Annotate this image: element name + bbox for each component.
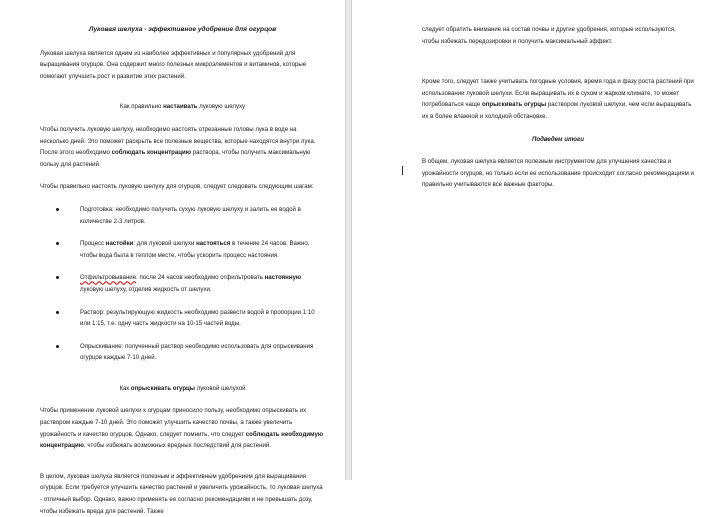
page-gap — [345, 0, 352, 480]
paragraph-summary-left: В целом, луковая шелуха является полезным и эффективным удобрением для выращивания огурцов. Если требуется улучшить качество растений и увеличить урожайность, то луковая шелуха - отличный выбор. Однако, важно применять ее согласно рекомендациям и не превышать дозу, чтобы избежать вреда для растений. Также — [40, 472, 323, 515]
steps-list — [40, 204, 325, 364]
section-heading-spray: Как опрыскивать огурцы луковой шелухой — [119, 384, 246, 392]
paragraph-continued: следует обратить внимание на состав почвы и другие удобрения, которые используются, чтобы избежать передозировки и получить максимальный эффект. — [422, 26, 676, 45]
bullet-icon — [56, 208, 59, 211]
intro-paragraph: Луковая шелуха является одним из наиболее эффективных и популярных удобрений для выращивания огурцов. Она содержит много полезных микроэлементов и витаминов, которые помогают улучшить рост и развитие этих растений. — [40, 49, 307, 80]
bullet-icon — [56, 276, 59, 279]
bullet-icon — [56, 345, 59, 348]
document-title: Луковая шелуха - эффективное удобрение для огурцов — [88, 26, 277, 33]
paragraph-spray-method: Чтобы применение луковой шелухи к огурцам приносило пользу, необходимо опрыскивать их раствором каждые 7-10 дней. Это поможет улучшить качество почвы, а также увеличить урожайность и качество огурцов. Однако, следует помнить, что следует соблюдать необходимую концентрацию, чтобы избежать возможных вредных последствий для растений. — [40, 407, 324, 450]
section-heading-steep: Как правильно настаивать луковую шелуху — [119, 103, 246, 111]
list-item: Подготовка: необходимо получить сухую луковую шелуху и залить ее водой в количестве 2-3 литров. — [74, 204, 325, 227]
paragraph-weather: Кроме того, следует также учитывать погодные условия, время года и фазу роста растений при использовании луковой шелухи. Если выращивать их в сухом и жарком климате, то может потребоваться чаще опрыскивать огурцы раствором луковой шелухи, чем если выращивать их в более влажной и холодной обстановке. — [422, 78, 694, 120]
paragraph-steep-method: Чтобы получить луковую шелуху, необходимо настоять отрезанные головы лука в воде на несколько дней. Это поможет раскрыть все полезные вещества, которые находятся внутри лука. После этого необходимо соблюдать концентрацию раствора, чтобы получить максимальную пользу для растений. — [40, 125, 316, 168]
text-cursor — [402, 166, 403, 175]
list-item: Отфильтровывание: после 24 часов необходимо отфильтровать настоянную луковую шелуху, отделив жидкость от шелухи. — [74, 272, 325, 295]
list-item: Опрыскивание: полученный раствор необходимо использовать для опрыскивания огурцов каждые 7-10 дней. — [74, 341, 325, 364]
list-item: Процесс настойки: для луковой шелухи настояться в течение 24 часов. Важно, чтобы вода была в теплом месте, чтобы ускорить процесс настояния. — [74, 238, 325, 261]
document-page-right[interactable] — [352, 0, 710, 480]
section-heading-conclusion: Подведем итоги — [532, 135, 584, 143]
list-item: Раствор: результирующую жидкость необходимо развести водой в пропорции 1:10 или 1:15, т.е. одну часть жидкости на 10-15 частей воды. — [74, 307, 325, 330]
bullet-icon — [56, 311, 59, 314]
document-page-left[interactable] — [0, 0, 345, 515]
paragraph-conclusion: В общем, луковая шелуха является полезным инструментом для улучшения качества и урожайности огурцов, но только если ее использование происходит согласно рекомендациям и правильно учитываются все важные факторы. — [422, 158, 694, 189]
paragraph-steps-intro: Чтобы правильно настоять луковую шелуху для огурцов, следует следовать следующим шагам: — [40, 183, 314, 191]
bullet-icon — [56, 242, 59, 245]
